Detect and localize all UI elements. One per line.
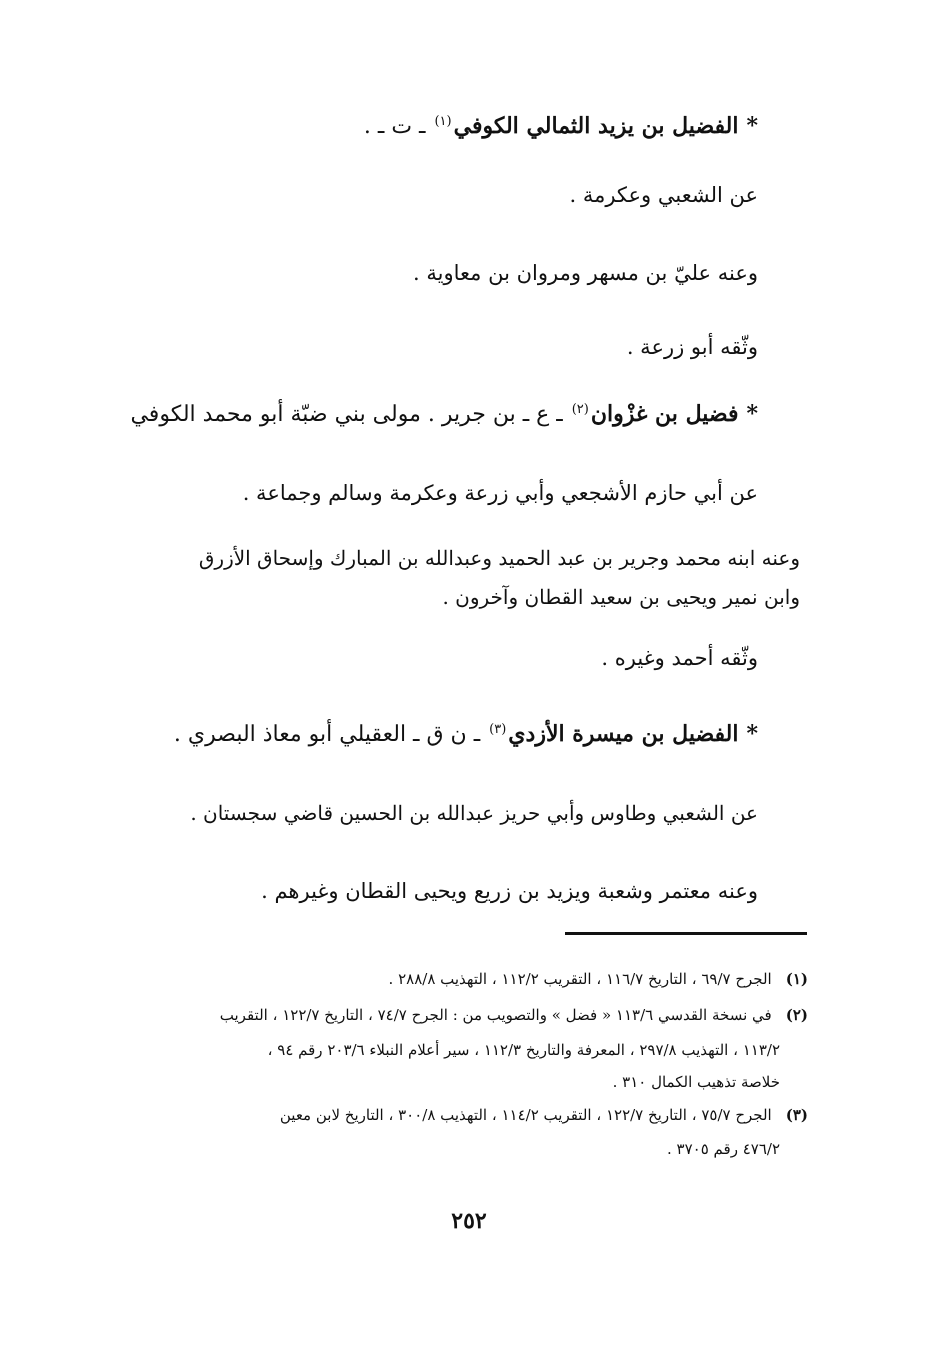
page-number: ٢٥٢ [451,1208,487,1234]
entry-3-line-1: عن الشعبي وطاوس وأبي حريز عبدالله بن الحسين قاضي سجستان . [190,801,758,825]
footnote-1 [389,970,808,990]
footnote-3-line-1: الجرح ٧٥/٧ ، التاريخ ١٢٢/٧ ، التقريب ١١٤/٢ ، التهذيب ٣٠٠/٨ ، التاريخ لابن معين [279,1106,772,1124]
footnote-2-number: (٢) [785,1006,808,1024]
entry-3-name: الفضيل بن ميسرة الأزدي [508,721,739,747]
footnote-ref-1: (١) [434,113,452,129]
footnote-3-line-2: ٤٧٦/٢ رقم ٣٧٠٥ . [667,1140,780,1158]
entry-1-line-1: عن الشعبي وعكرمة . [569,183,758,207]
entry-1-tail: ـ ت ـ . [363,114,433,139]
footnote-1-number: (١) [785,970,808,988]
entry-2-name: فضيل بن غزْوان [590,401,739,427]
entry-2-heading [130,400,758,430]
entry-2-line-1: عن أبي حازم الأشجعي وأبي زرعة وعكرمة وسالم وجماعة . [242,481,758,505]
entry-bullet: * [746,113,758,139]
entry-3-tail: ـ ن ق ـ العقيلي أبو معاذ البصري . [173,722,488,747]
entry-bullet: * [746,401,758,427]
entry-2-line-3: وابن نمير ويحيى بن سعيد القطان وآخرون . [442,585,800,609]
footnote-2-line-2: ١١٣/٢ ، التهذيب ٢٩٧/٨ ، المعرفة والتاريخ ١١٢/٣ ، سير أعلام النبلاء ٢٠٣/٦ رقم ٩٤ ، [267,1041,780,1059]
entry-2-line-4: وثّقه أحمد وغيره . [601,646,758,670]
footnote-1-line-1: الجرح ٦٩/٧ ، التاريخ ١١٦/٧ ، التقريب ١١٢/٢ ، التهذيب ٢٨٨/٨ . [388,970,772,988]
footnote-3 [280,1106,808,1126]
entry-1-name: الفضيل بن يزيد الثمالي الكوفي [453,113,739,139]
footnote-2 [220,1006,808,1026]
footnote-separator [565,932,807,935]
entry-bullet: * [746,721,758,747]
footnote-2-line-3: خلاصة تذهيب الكمال ٣١٠ . [612,1073,780,1091]
entry-2-line-2: وعنه ابنه محمد وجرير بن عبد الحميد وعبدالله بن المبارك وإسحاق الأزرق [198,546,800,570]
entry-1-heading [364,112,758,142]
footnote-ref-2: (٢) [571,401,589,417]
footnote-ref-3: (٣) [489,721,507,737]
footnote-3-number: (٣) [785,1106,808,1124]
entry-3-heading [174,720,758,750]
entry-2-tail: ـ ع ـ بن جرير . مولى بني ضبّة أبو محمد الكوفي [130,402,570,427]
entry-1-line-2: وعنه عليّ بن مسهر ومروان بن معاوية . [413,261,758,285]
entry-1-line-3: وثّقه أبو زرعة . [626,335,758,359]
entry-3-line-2: وعنه معتمر وشعبة ويزيد بن زريع ويحيى القطان وغيرهم . [261,879,758,903]
footnote-2-line-1: في نسخة القدسي ١١٣/٦ « فضل » والتصويب من : الجرح ٧٤/٧ ، التاريخ ١٢٢/٧ ، التقريب [219,1006,772,1024]
